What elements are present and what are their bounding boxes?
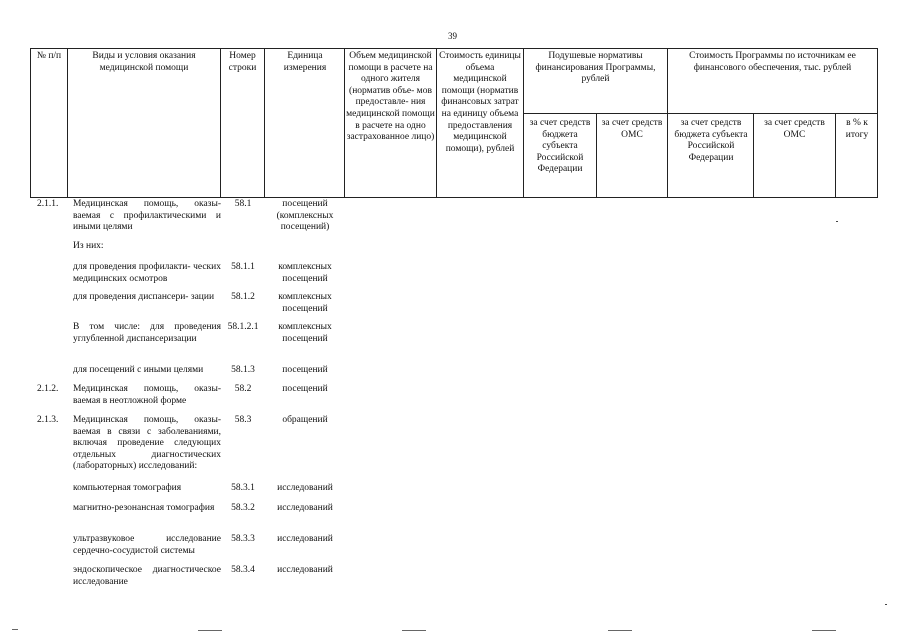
- header-vline: [523, 48, 524, 198]
- row-unit: посещений: [282, 365, 328, 375]
- row-unit: комплексных посещений: [278, 292, 332, 314]
- row-code: 58.1.1: [231, 262, 255, 272]
- header-bottom-border: [30, 197, 878, 198]
- header-vline: [835, 114, 836, 198]
- header-vline: [67, 48, 68, 198]
- scan-mark: [608, 630, 632, 631]
- row-unit: комплексных посещений: [278, 262, 332, 284]
- row-description: для проведения профилакти- ческих медицинских осмотров: [73, 262, 221, 284]
- row-description: магнитно-резонансная томография: [73, 503, 215, 513]
- row-number: 2.1.1.: [37, 199, 59, 209]
- row-unit: исследований: [277, 534, 333, 544]
- header-subrow-border: [523, 113, 878, 114]
- header-row-number: Номер строки: [228, 51, 257, 73]
- header-top-border: [30, 48, 878, 49]
- header-program-cost: Стоимость Программы по источникам ее финансового обеспечения, тыс. рублей: [689, 51, 856, 73]
- header-vline: [30, 48, 31, 198]
- row-code: 58.3.1: [231, 483, 255, 493]
- row-number: 2.1.2.: [37, 384, 59, 394]
- row-unit: посещений (комплексных посещений): [276, 199, 334, 233]
- row-code: 58.2: [234, 384, 252, 394]
- header-vline: [264, 48, 265, 198]
- row-description: ультразвуковое исследование сердечно-сосудистой системы: [73, 534, 221, 556]
- row-description: для проведения диспансери- зации: [73, 292, 215, 302]
- header-program-budget: за счет средств бюджета субъекта Российской Федерации: [674, 118, 748, 163]
- header-cost: Стоимость единицы объема медицинской помощи (норматив финансовых затрат на единицу объема предоставления медицинской помощи), рублей: [439, 51, 521, 154]
- row-code: 58.3.4: [231, 565, 255, 575]
- scan-mark: [402, 630, 426, 631]
- header-vline: [877, 48, 878, 198]
- row-description: для посещений с иными целями: [73, 365, 204, 375]
- row-unit: исследований: [277, 565, 333, 575]
- scan-mark: [12, 629, 18, 630]
- row-unit: комплексных посещений: [278, 322, 332, 344]
- row-unit: исследований: [277, 483, 333, 493]
- row-unit: посещений: [282, 384, 328, 394]
- header-program-oms: за счет средств ОМС: [764, 118, 825, 140]
- row-description: Медицинская помощь, оказы- ваемая в неотложной форме: [73, 384, 221, 406]
- row-code: 58.1.2.1: [227, 322, 259, 332]
- header-percapita-oms: за счет средств ОМС: [601, 118, 663, 140]
- scan-mark: [812, 630, 836, 631]
- header-num: № п/п: [36, 51, 62, 61]
- row-description: Из них:: [73, 241, 104, 251]
- row-unit: обращений: [282, 415, 328, 425]
- scan-mark: [198, 630, 222, 631]
- row-description: эндоскопическое диагностическое исследование: [73, 565, 221, 587]
- row-description: компьютерная томография: [73, 483, 182, 493]
- row-code: 58.1: [234, 199, 252, 209]
- row-description: В том числе: для проведения углубленной диспансеризации: [73, 322, 221, 344]
- page-number: 39: [448, 31, 457, 41]
- table-header: [30, 48, 878, 198]
- row-description: Медицинская помощь, оказы- ваемая в связи с заболеваниями, включая проведение следующих отдельных диагностических (лабораторных) исследований:: [73, 415, 221, 472]
- header-unit: Единица измерения: [283, 51, 327, 73]
- header-vline: [596, 114, 597, 198]
- row-unit: исследований: [277, 503, 333, 513]
- header-types: Виды и условия оказания медицинской помощи: [92, 51, 196, 73]
- scan-mark: [836, 221, 838, 222]
- header-percapita-budget: за счет средств бюджета субъекта Российской Федерации: [529, 118, 591, 175]
- header-vline: [220, 48, 221, 198]
- row-code: 58.3.3: [231, 534, 255, 544]
- row-description: Медицинская помощь, оказы- ваемая с профилактическими и иными целями: [73, 199, 221, 233]
- scan-mark: [885, 604, 887, 605]
- header-vline: [753, 114, 754, 198]
- header-vline: [667, 48, 668, 198]
- header-program-percent: в % к итогу: [845, 118, 869, 140]
- row-code: 58.3.2: [231, 503, 255, 513]
- row-code: 58.3: [234, 415, 252, 425]
- header-vline: [436, 48, 437, 198]
- header-percapita: Подушевые нормативы финансирования Программы, рублей: [535, 51, 656, 85]
- row-number: 2.1.3.: [37, 415, 59, 425]
- header-volume: Объем медицинской помощи в расчете на одного жителя (норматив объе- мов предоставле- ния медицинской помощи в расчете на одно застрахованное лицо): [346, 51, 435, 143]
- row-code: 58.1.2: [231, 292, 255, 302]
- header-vline: [344, 48, 345, 198]
- row-code: 58.1.3: [231, 365, 255, 375]
